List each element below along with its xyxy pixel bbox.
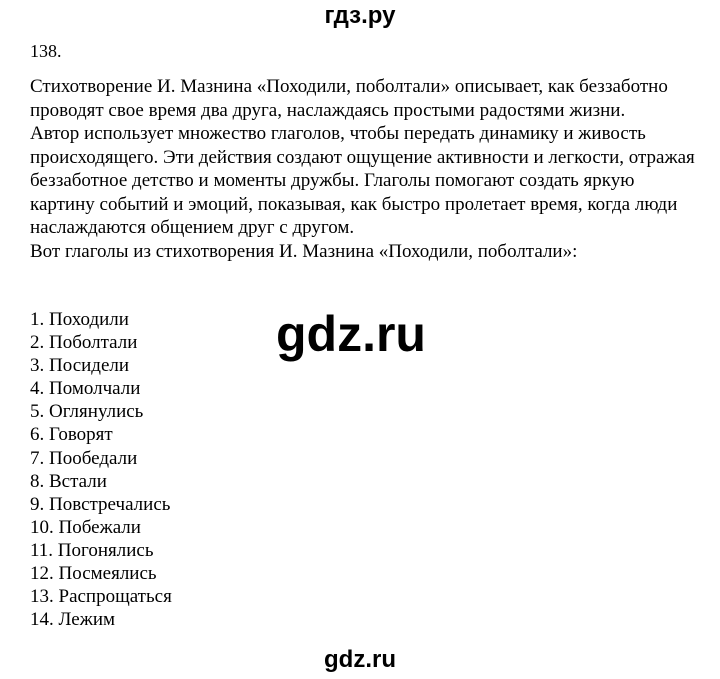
list-item: 8. Встали [30,470,107,492]
task-number: 138. [30,41,62,61]
list-item: 1. Походили [30,309,129,330]
paragraph-analysis: Автор использует множество глаголов, чтобы передать динамику и живость происходящего. Эти действия создают ощущение активности и легкости, отражая беззаботное детство и моменты дружбы. Глаголы помогают создать яркую картину событий и эмоций, показывая, как быстро пролетает время, когда люди наслаждаются общением друг с другом. [30,123,695,238]
paragraph-intro: Стихотворение И. Мазнина «Походили, поболтали» описывает, как беззаботно проводят свое время два друга, наслаждаясь простыми радостями жизни. [30,76,668,121]
watermark-footer: gdz.ru [324,646,396,673]
list-item: 12. Посмеялись [30,563,157,585]
list-item: 9. Повстречались [30,493,171,515]
list-item: 14. Лежим [30,609,116,631]
list-item: 10. Побежали [30,516,141,538]
list-item: 6. Говорят [30,424,113,446]
list-item: 11. Погонялись [30,539,154,561]
list-item: 3. Посидели [30,355,130,377]
site-title: гдз.ру [324,2,396,29]
list-item: 5. Оглянулись [30,401,144,423]
list-item: 7. Пообедали [30,447,138,469]
verb-list [30,308,172,631]
watermark-center: gdz.ru [276,306,426,362]
list-item: 4. Помолчали [30,378,141,400]
answer-text [30,75,700,263]
paragraph-list-intro: Вот глаголы из стихотворения И. Мазнина «Походили, поболтали»: [30,240,578,262]
list-item: 2. Поболтали [30,332,138,354]
list-item: 13. Распрощаться [30,586,172,608]
